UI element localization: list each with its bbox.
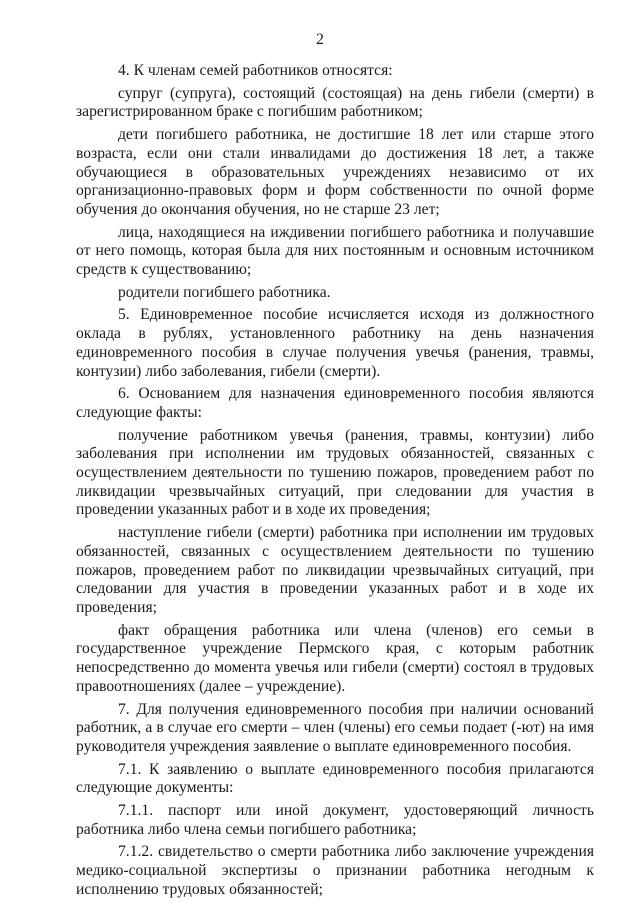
document-body xyxy=(76,62,594,900)
paragraph-6-heading: 6. Основанием для назначения единовременного пособия являются следующие факты: xyxy=(76,385,594,421)
paragraph-7-1-2: 7.1.2. свидетельство о смерти работника либо заключение учреждения медико-социальной экспертизы о признании работника негодным к исполнению трудовых обязанностей; xyxy=(76,843,594,898)
paragraph-death: наступление гибели (смерти) работника при исполнении им трудовых обязанностей, связанных с осуществлением деятельности по тушению пожаров, проведением работ по ликвидации чрезвычайных ситуаций, при следовании для участия в проведении указанных работ и в ходе их проведения; xyxy=(76,524,594,616)
paragraph-spouse: супруг (супруга), состоящий (состоящая) на день гибели (смерти) в зарегистрированном браке с погибшим работником; xyxy=(76,84,594,121)
paragraph-dependents: лица, находящиеся на иждивении погибшего работника и получавшие от него помощь, которая была для них постоянным и основным источником средств к существованию; xyxy=(76,223,594,279)
paragraph-7-1: 7.1. К заявлению о выплате единовременного пособия прилагаются следующие документы: xyxy=(76,760,594,797)
paragraph-parents: родители погибшего работника. xyxy=(118,283,331,301)
paragraph-7-1-1: 7.1.1. паспорт или иной документ, удостоверяющий личность работника либо члена семьи погибшего работника; xyxy=(76,802,594,838)
paragraph-5: 5. Единовременное пособие исчисляется исходя из должностного оклада в рублях, установленного работнику на день назначения единовременного пособия в случае получения увечья (ранения, травмы, контузии) либо заболевания, гибели (смерти). xyxy=(76,306,594,380)
paragraph-children: дети погибшего работника, не достигшие 18 лет или старше этого возраста, если они стали инвалидами до достижения 18 лет, а также обучающиеся в образовательных учреждениях независимо от их организационно-правовых форм и форм собственности по очной форме обучения до окончания обучения, но не старше 23 лет; xyxy=(76,126,594,218)
paragraph-4-heading: 4. К членам семей работников относятся: xyxy=(118,62,393,79)
page-number: 2 xyxy=(316,31,324,48)
paragraph-appeal: факт обращения работника или члена (членов) его семьи в государственное учреждение Пермского края, с которым работник непосредственно до момента увечья или гибели (смерти) состоял в трудовых правоотношениях (далее – учреждение). xyxy=(76,621,594,695)
paragraph-injury: получение работником увечья (ранения, травмы, контузии) либо заболевания при исполнении им трудовых обязанностей, связанных с осуществлением деятельности по тушению пожаров, проведением работ по ликвидации чрезвычайных ситуаций, при следовании для участия в проведении указанных работ и в ходе их проведения; xyxy=(76,426,594,519)
paragraph-7: 7. Для получения единовременного пособия при наличии оснований работник, а в случае его смерти – член (члены) его семьи подает (-ют) на имя руководителя учреждения заявление о выплате единовременного пособия. xyxy=(76,700,594,755)
